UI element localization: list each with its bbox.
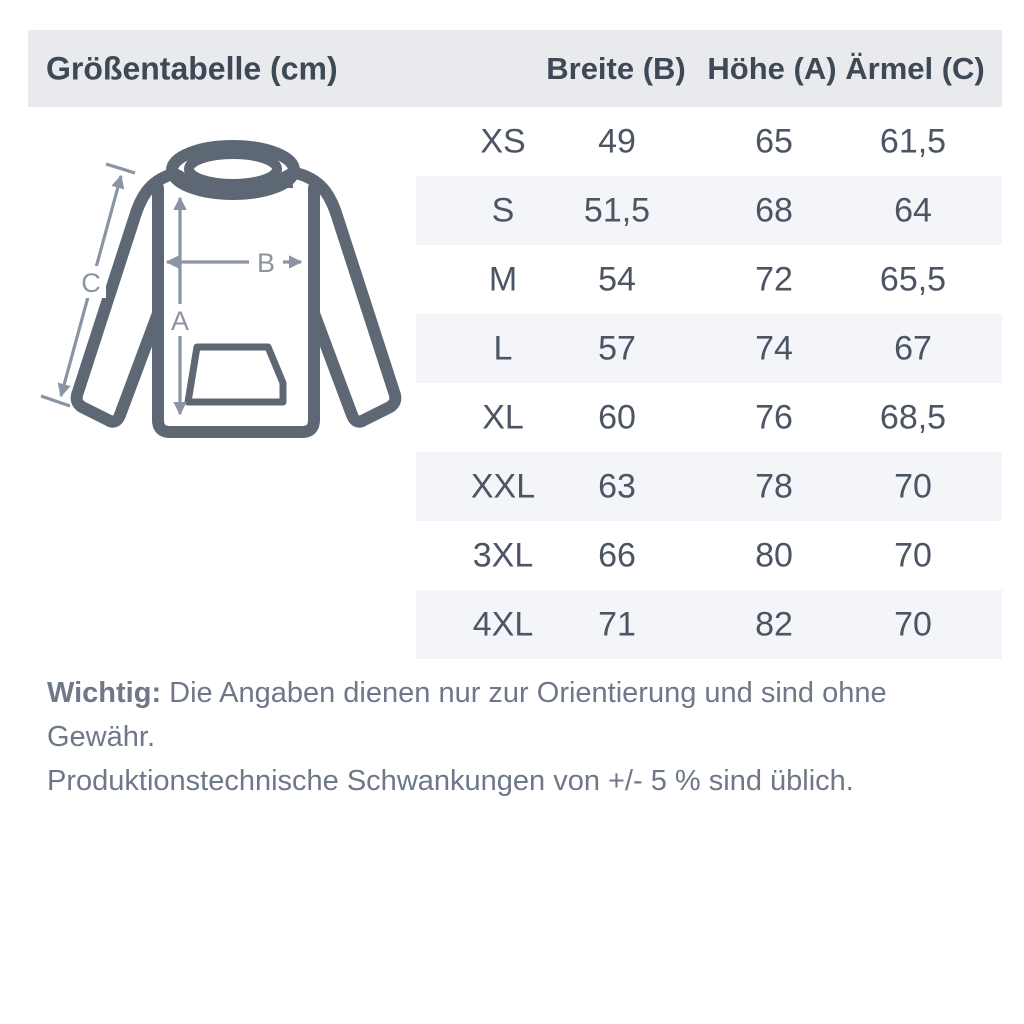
- column-header-aermel: Ärmel (C): [845, 50, 985, 86]
- breite-value: 71: [598, 605, 636, 643]
- aermel-value: 65,5: [879, 260, 947, 298]
- hoehe-value: 82: [755, 605, 793, 643]
- hoehe-value: 76: [755, 398, 793, 436]
- page-title: Größentabelle (cm): [46, 50, 338, 86]
- breite-value: 60: [598, 398, 636, 436]
- size-label: XXL: [470, 467, 536, 505]
- breite-value: 66: [598, 536, 636, 574]
- size-label: L: [493, 329, 513, 367]
- column-header-breite: Breite (B): [546, 50, 686, 86]
- size-table: [416, 107, 1002, 659]
- breite-value: 54: [598, 260, 636, 298]
- breite-value: 57: [598, 329, 636, 367]
- hood-inner-rim: [189, 154, 277, 184]
- table-row-xs: [416, 107, 1002, 176]
- hoodie-size-diagram: [40, 120, 420, 460]
- dimension-label-a: A: [170, 306, 190, 336]
- disclaimer-line1: Die Angaben dienen nur zur Orientierung und sind ohne Gewähr.: [47, 677, 887, 753]
- breite-value: 63: [598, 467, 636, 505]
- dimension-label-b: B: [256, 248, 276, 278]
- disclaimer-note: [47, 671, 977, 803]
- hoehe-value: 80: [755, 536, 793, 574]
- size-chart-header: [28, 30, 1002, 107]
- table-row-4xl: [416, 590, 1002, 659]
- breite-value: 49: [598, 122, 636, 160]
- sleeve-length-tick-bottom: [41, 396, 70, 406]
- hoehe-value: 78: [755, 467, 793, 505]
- disclaimer-line2: Produktionstechnische Schwankungen von +/- 5 % sind üblich.: [47, 765, 854, 797]
- hoehe-value: 72: [755, 260, 793, 298]
- table-row-s: [416, 176, 1002, 245]
- disclaimer-bold-prefix: Wichtig:: [47, 677, 162, 709]
- table-row-xl: [416, 383, 1002, 452]
- size-label: M: [488, 260, 518, 298]
- hoehe-value: 65: [755, 122, 793, 160]
- aermel-value: 70: [894, 536, 932, 574]
- dimension-label-c: C: [81, 268, 101, 298]
- table-row-l: [416, 314, 1002, 383]
- aermel-value: 68,5: [879, 398, 947, 436]
- aermel-value: 70: [894, 467, 932, 505]
- size-label: 3XL: [472, 536, 534, 574]
- size-label: S: [491, 191, 515, 229]
- kangaroo-pocket: [188, 347, 283, 402]
- table-row-xxl: [416, 452, 1002, 521]
- aermel-value: 67: [894, 329, 932, 367]
- breite-value: 51,5: [583, 191, 651, 229]
- size-label: XS: [480, 122, 526, 160]
- aermel-value: 64: [894, 191, 932, 229]
- table-row-m: [416, 245, 1002, 314]
- aermel-value: 70: [894, 605, 932, 643]
- sleeve-length-tick-top: [106, 164, 135, 173]
- hoehe-value: 74: [755, 329, 793, 367]
- size-label: XL: [482, 398, 524, 436]
- aermel-value: 61,5: [879, 122, 947, 160]
- hoehe-value: 68: [755, 191, 793, 229]
- size-label: 4XL: [472, 605, 534, 643]
- table-row-3xl: [416, 521, 1002, 590]
- column-header-hoehe: Höhe (A): [707, 50, 837, 86]
